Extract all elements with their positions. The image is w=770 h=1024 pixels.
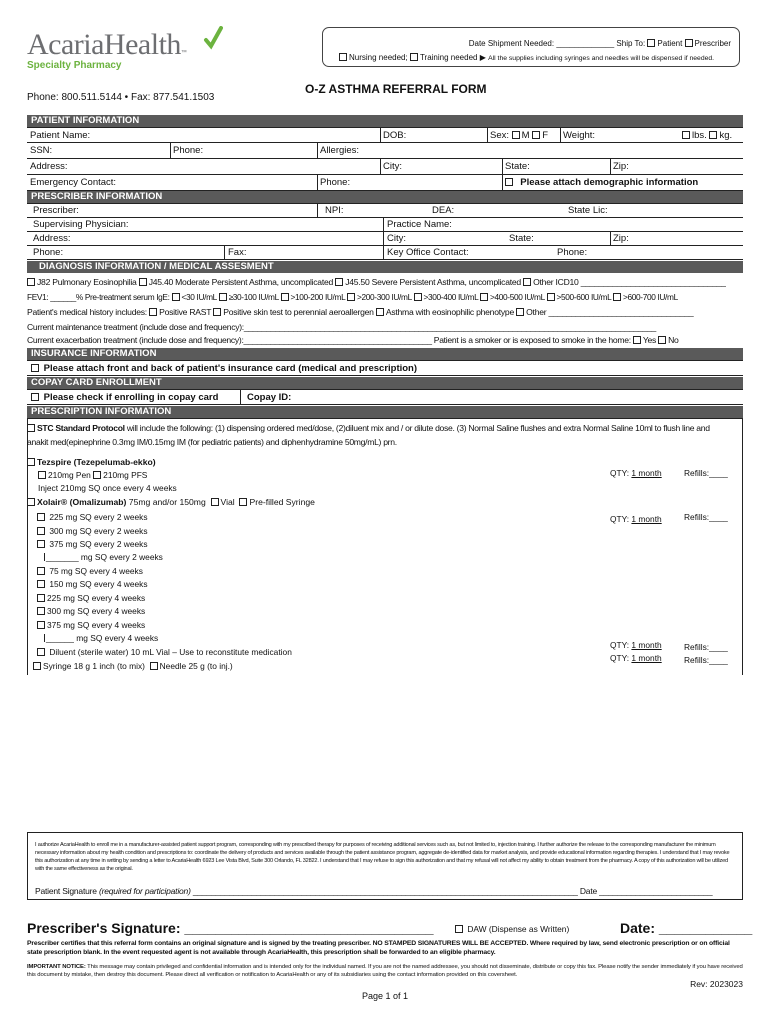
patient-row-3 (27, 159, 743, 175)
daw-item (455, 924, 569, 934)
xolair-dose-item (37, 606, 145, 616)
prescriber-address-field[interactable]: Address: (33, 233, 71, 244)
qty-value: 1 month (631, 468, 662, 478)
arrow-icon: ▶ (479, 53, 486, 62)
kg-checkbox[interactable] (709, 131, 717, 139)
prescriber-row-2 (27, 218, 743, 232)
prescriber-state-field[interactable]: State: (509, 233, 534, 244)
authorization-box (27, 832, 743, 900)
stc-text: will include the following: (1) dispensing ordered med/dose, (2)diluent mix and / or dilute dose. (3) Normal Saline flushes and extra Normal Saline 10ml to flush line and (124, 423, 710, 433)
stc-title: STC Standard Protocol (37, 423, 125, 433)
xolair-checkbox[interactable] (27, 498, 35, 506)
needle-label: Needle 25 g (to inj.) (159, 661, 233, 671)
tezspire-title-line (27, 457, 743, 467)
logo-subtitle: Specialty Pharmacy (27, 60, 122, 71)
xolair-dose-checkbox[interactable] (37, 594, 45, 602)
prescriber-field[interactable]: Prescriber: (33, 205, 79, 216)
prefilled-label: Pre-filled Syringe (249, 497, 315, 507)
xolair-dose-checkbox[interactable] (37, 607, 45, 615)
xolair-dose-custom-field[interactable]: ______ mg SQ every 4 weeks (46, 633, 159, 643)
patient-signature-field[interactable]: _____________________________________________________________________________________ Date _________________________ (190, 886, 713, 896)
xolair-dose-label: 225 mg SQ every 2 weeks (49, 512, 148, 522)
syringe-label: Syringe 18 g 1 inch (to mix) (43, 661, 145, 671)
xolair-dose-checkbox[interactable] (37, 527, 45, 535)
qty-value: 1 month (631, 653, 662, 663)
npi-field[interactable]: NPI: (325, 205, 344, 216)
xolair-dose-custom-field[interactable]: _______ mg SQ every 2 weeks (46, 552, 163, 562)
stc-line (27, 423, 743, 433)
j82-checkbox[interactable] (27, 278, 35, 286)
xolair-dose-label: 150 mg SQ every 4 weeks (49, 579, 148, 589)
exacerbation-line (27, 335, 743, 345)
xolair-dose-label: 375 mg SQ every 4 weeks (47, 620, 146, 630)
emergency-phone-field[interactable]: Phone: (320, 177, 351, 188)
j4550-checkbox[interactable] (335, 278, 343, 286)
ship-prescriber-label: Prescriber (694, 39, 731, 48)
diluent-label: Diluent (sterile water) 10 mL Vial – Use to reconstitute medication (49, 647, 292, 657)
supervising-field[interactable]: Supervising Physician: (33, 219, 129, 230)
prescription-section-header: PRESCRIPTION INFORMATION (27, 406, 743, 418)
smoker-yes-label: Yes (642, 335, 657, 345)
j82-label: J82 Pulmonary Eosinophilia (37, 277, 137, 287)
j4550-label: J45.50 Severe Persistent Asthma, uncomplicated (345, 277, 521, 287)
patient-phone-field[interactable]: Phone: (173, 145, 204, 156)
sex-m-label: M (521, 130, 530, 141)
tezspire-pen-checkbox[interactable] (38, 471, 46, 479)
tezspire-refills-field[interactable]: Refills:____ (684, 468, 728, 478)
syringe-item (33, 661, 233, 671)
prefilled-checkbox[interactable] (239, 498, 247, 506)
qty-label: QTY: (610, 640, 630, 650)
xolair-dose-item (37, 579, 148, 589)
ige-option-checkbox[interactable] (347, 293, 355, 301)
ige-option-label: >600-700 IU/mL (623, 292, 678, 302)
key-contact-field[interactable]: Key Office Contact: (387, 247, 469, 258)
ige-option-label: >200-300 IU/mL (357, 292, 412, 302)
practice-name-field[interactable]: Practice Name: (387, 219, 452, 230)
history-option-checkbox[interactable] (149, 308, 157, 316)
sex-m-checkbox[interactable] (512, 131, 520, 139)
xolair-dose-custom (44, 552, 163, 562)
lbs-label: lbs. (692, 130, 707, 141)
dob-field[interactable]: DOB: (383, 130, 407, 141)
prescriber-row-1 (27, 203, 743, 218)
xolair-dose-label: 300 mg SQ every 4 weeks (47, 606, 146, 616)
history-option-label: Positive skin test to perennial aeroallergen (223, 307, 374, 317)
nursing-label: Nursing needed; (349, 53, 408, 62)
ship-prescriber-checkbox[interactable] (685, 39, 693, 47)
diluent-refills-field[interactable]: Refills:____ (684, 642, 728, 652)
insurance-card-label: Please attach front and back of patient's insurance card (medical and prescription) (43, 363, 418, 374)
qty-value: 1 month (631, 640, 662, 650)
other-icd10-field[interactable]: Other ICD10 ________________________________ (533, 277, 726, 287)
patient-city-field[interactable]: City: (383, 161, 402, 172)
history-option-checkbox[interactable] (213, 308, 221, 316)
copay-row (27, 389, 743, 405)
ige-option-checkbox[interactable] (414, 293, 422, 301)
patient-state-field[interactable]: State: (505, 161, 530, 172)
logo (27, 28, 187, 71)
xolair-dose-checkbox[interactable] (37, 580, 45, 588)
contact-line: Phone: 800.511.5144 • Fax: 877.541.1503 (27, 92, 215, 103)
xolair-dose-item (37, 539, 148, 549)
dea-field[interactable]: DEA: (432, 205, 455, 216)
prescriber-date-field[interactable]: Date: ____________ (620, 920, 753, 936)
shipment-box (322, 27, 740, 67)
xolair-title: Xolair® (Omalizumab) (37, 497, 127, 507)
xolair-dose-checkbox[interactable] (37, 540, 45, 548)
diluent-checkbox[interactable] (37, 648, 45, 656)
xolair-qty[interactable] (610, 514, 662, 524)
xolair-dose-item (37, 620, 145, 630)
tezspire-sig: Inject 210mg SQ once every 4 weeks (38, 483, 177, 493)
history-other-field[interactable]: Other ________________________________ (526, 307, 694, 317)
patient-section-header: PATIENT INFORMATION (27, 115, 743, 127)
xolair-dose-item (37, 512, 148, 522)
tezspire-qty[interactable] (610, 468, 662, 478)
needle-checkbox[interactable] (150, 662, 158, 670)
ige-option-checkbox[interactable] (219, 293, 227, 301)
patient-signature-label: Patient Signature (35, 886, 97, 896)
qty-label: QTY: (610, 514, 630, 524)
ssn-field[interactable]: SSN: (30, 145, 53, 156)
demographic-label: Please attach demographic information (520, 177, 699, 188)
logo-tm: ™ (180, 50, 187, 56)
diluent-qty[interactable] (610, 640, 662, 650)
other-icd10-checkbox[interactable] (523, 278, 531, 286)
ige-option-checkbox[interactable] (480, 293, 488, 301)
tezspire-pfs-checkbox[interactable] (93, 471, 101, 479)
weight-field[interactable]: Weight: (563, 130, 596, 141)
important-notice (27, 963, 743, 979)
prescriber-signature-field[interactable]: Prescriber's Signature: ________________________________ (27, 920, 434, 936)
ige-option-checkbox[interactable] (613, 293, 621, 301)
form-title: O-Z ASTHMA REFERRAL FORM (305, 82, 487, 96)
ige-option-checkbox[interactable] (172, 293, 180, 301)
certify-text: Prescriber certifies that this referral form contains an original signature and is signed by the treating prescriber. NO STAMPED SIGNATURES WILL BE ACCEPTED. Where required by law, send electronic prescription or on official state prescription blank. In the event requested agent is not available through AcariaHealth, this prescription shall be forwarded to an eligible pharmacy. (27, 940, 730, 956)
ige-option-checkbox[interactable] (281, 293, 289, 301)
prescriber-phone-field[interactable]: Phone: (33, 247, 64, 258)
allergies-field[interactable]: Allergies: (320, 145, 360, 156)
patient-signature-line (35, 886, 712, 896)
ige-option-label: <30 IU/mL (181, 292, 217, 302)
prescriber-fax-field[interactable]: Fax: (228, 247, 247, 258)
diluent-item (37, 647, 292, 657)
insurance-section-header: INSURANCE INFORMATION (27, 348, 743, 360)
demographic-checkbox[interactable] (505, 178, 513, 186)
prescriber-city-field[interactable]: City: (387, 233, 406, 244)
copay-id-field[interactable]: Copay ID: (247, 392, 292, 403)
xolair-dose-label: 225 mg SQ every 4 weeks (47, 593, 146, 603)
history-label: Patient's medical history includes: (27, 307, 147, 317)
prescriber-row-4 (27, 246, 743, 260)
xolair-strength: 75mg and/or 150mg (126, 497, 206, 507)
prescriber-row-3 (27, 232, 743, 246)
xolair-refills-field[interactable]: Refills:____ (684, 512, 728, 522)
ige-option-label: ≥30-100 IU/mL (228, 292, 279, 302)
history-option-label: Positive RAST (159, 307, 212, 317)
copay-section-header: COPAY CARD ENROLLMENT (27, 377, 743, 389)
sex-label: Sex: (490, 130, 510, 141)
syringe-refills-field[interactable]: Refills:____ (684, 655, 728, 665)
vial-label: Vial (220, 497, 235, 507)
syringe-checkbox[interactable] (33, 662, 41, 670)
tezspire-checkbox[interactable] (27, 458, 35, 466)
xolair-title-line (27, 497, 743, 507)
supplies-note: All the supplies including syringes and needles will be dispensed if needed. (488, 55, 715, 62)
qty-label: QTY: (610, 468, 630, 478)
kg-label: kg. (719, 130, 733, 141)
exacerbation-field[interactable]: Current exacerbation treatment (include dose and frequency):__________________________________________ Patient is a smoker or is exposed to smoke in the home: (27, 335, 631, 345)
emergency-contact-field[interactable]: Emergency Contact: (30, 177, 117, 188)
patient-address-field[interactable]: Address: (30, 161, 68, 172)
history-option-checkbox[interactable] (516, 308, 524, 316)
smoker-yes-checkbox[interactable] (633, 336, 641, 344)
sex-f-checkbox[interactable] (532, 131, 540, 139)
patient-signature-note: (required for participation) (98, 886, 191, 896)
xolair-dose-checkbox[interactable] (37, 621, 45, 629)
history-option-checkbox[interactable] (376, 308, 384, 316)
ige-option-label: >100-200 IU/mL (290, 292, 346, 302)
insurance-row (27, 360, 743, 376)
smoker-no-checkbox[interactable] (658, 336, 666, 344)
history-option-label: Asthma with eosinophilic phenotype (385, 307, 514, 317)
vial-checkbox[interactable] (211, 498, 219, 506)
daw-checkbox[interactable] (455, 925, 463, 933)
prescriber-section-header: PRESCRIBER INFORMATION (27, 191, 743, 203)
ige-option-checkbox[interactable] (547, 293, 555, 301)
training-checkbox[interactable] (410, 53, 418, 61)
ship-to-label: Ship To: (616, 39, 646, 48)
syringe-qty[interactable] (610, 653, 662, 663)
important-label: IMPORTANT NOTICE: (27, 964, 86, 970)
shipment-date-field[interactable]: Date Shipment Needed: _____________ (468, 39, 615, 48)
xolair-dose-checkbox[interactable] (37, 567, 45, 575)
xolair-dose-item (37, 526, 148, 536)
tezspire-pfs-label: 210mg PFS (103, 470, 148, 480)
fev-ige-label[interactable]: FEV1: ______% Pre-treatment serum IgE: (27, 292, 170, 302)
lbs-checkbox[interactable] (682, 131, 690, 139)
j4540-checkbox[interactable] (139, 278, 147, 286)
xolair-dose-custom (44, 633, 158, 643)
state-lic-field[interactable]: State Lic: (568, 205, 608, 216)
ship-patient-checkbox[interactable] (647, 39, 655, 47)
stc-checkbox[interactable] (27, 424, 35, 432)
patient-row-4 (27, 175, 743, 191)
ship-patient-label: Patient (657, 39, 683, 48)
qty-value: 1 month (631, 514, 662, 524)
page-number: Page 1 of 1 (362, 991, 409, 1001)
daw-label: DAW (Dispense as Written) (467, 924, 570, 934)
copay-checkbox[interactable] (31, 393, 39, 401)
diagnosis-codes-line (27, 277, 743, 287)
key-contact-phone-field[interactable]: Phone: (557, 247, 588, 258)
ige-option-label: >300-400 IU/mL (423, 292, 479, 302)
patient-row-2 (27, 143, 743, 159)
xolair-dose-item (37, 566, 143, 576)
important-text: This message may contain privileged and confidential information and is intended only for the individual named. If you are not the named addressee, you should not disseminate, distribute or copy this fax. Please notify the sender immediately if you have received this document by mistake, then destroy this document. Please direct all verification or notification to AcariaHealth or any of its subsidiaries using the contact information provided on this coversheet. (27, 964, 743, 978)
xolair-dose-label: 300 mg SQ every 2 weeks (49, 526, 148, 536)
patient-zip-field[interactable]: Zip: (613, 161, 629, 172)
smoker-no-label: No (668, 335, 679, 345)
patient-row-1 (27, 127, 743, 143)
prescriber-zip-field[interactable]: Zip: (613, 233, 629, 244)
qty-label: QTY: (610, 653, 630, 663)
ige-option-label: >500-600 IU/mL (556, 292, 612, 302)
revision: Rev: 2023023 (690, 979, 743, 989)
logo-text: AcariaHealth (27, 28, 181, 61)
diagnosis-section-header: DIAGNOSIS INFORMATION / MEDICAL ASSESMENT (27, 261, 743, 273)
sex-f-label: F (542, 130, 549, 141)
ige-option-label: >400-500 IU/mL (490, 292, 545, 302)
tezspire-pen-label: 210mg Pen (48, 470, 91, 480)
training-label: Training needed (419, 53, 478, 62)
authorization-text: I authorize AcariaHealth to enroll me in a manufacturer-assisted patient support program, corresponding with my prescribed therapy for purposes of receiving additional services such as, but not limited to, injection training. I further authorize the release to the corresponding manufacturer the minimum necessary information about my health condition and prescriptions to: coordinate the delivery of products and services available through the patient assistance program, aggregate de-identified data for market analysis, and provide educational information regarding therapies. I understand that I may revoke this authorization at any time in writing by sending a letter to AcariaHealth 6923 Lee Vista Blvd, Suite 300 Orlando, FL 32822. I understand that I may refuse to sign this authorization and that my refusal will not affect my ability to obtain treatment from the pharmacy. A copy of this authorization will be utilized with the same effectiveness as the original. (35, 842, 730, 872)
copay-check-label: Please check if enrolling in copay card (43, 392, 219, 403)
history-line (27, 307, 743, 317)
fev-ige-line (27, 292, 743, 302)
tezspire-options (38, 470, 147, 480)
xolair-dose-item (37, 593, 145, 603)
xolair-dose-label: 75 mg SQ every 4 weeks (49, 566, 143, 576)
maintenance-field[interactable]: Current maintenance treatment (include dose and frequency):____________________________________________________________________________________________ (27, 322, 656, 332)
insurance-card-checkbox[interactable] (31, 364, 39, 372)
patient-name-field[interactable]: Patient Name: (30, 130, 91, 141)
xolair-dose-checkbox[interactable] (37, 513, 45, 521)
xolair-dose-label: 375 mg SQ every 2 weeks (49, 539, 148, 549)
j4540-label: J45.40 Moderate Persistent Asthma, uncomplicated (148, 277, 334, 287)
tezspire-title: Tezspire (Tezepelumab-ekko) (37, 457, 156, 467)
stc-text-2: anakit med(epinephrine 0.3mg IM/0.15mg IM (for pediatric patients) and diphenhydramine 50mg/mL) prn. (27, 437, 397, 447)
logo-check-icon (203, 26, 223, 50)
nursing-checkbox[interactable] (339, 53, 347, 61)
